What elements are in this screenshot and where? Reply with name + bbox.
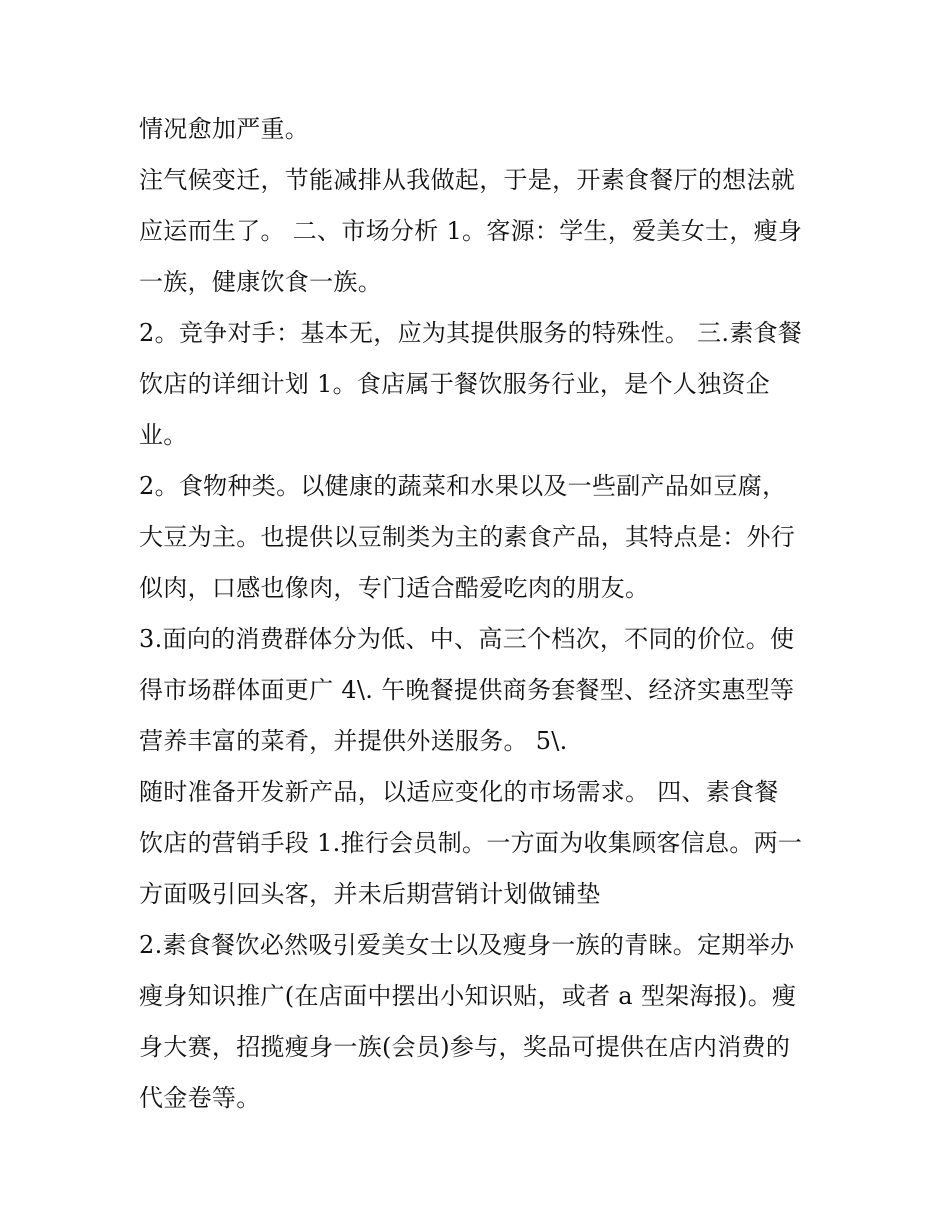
document-body bbox=[139, 104, 819, 1124]
text-line: 得市场群体面更广 4\. 午晚餐提供商务套餐型、经济实惠型等 bbox=[139, 676, 795, 704]
text-line: 业。 bbox=[139, 421, 188, 449]
text-line: 2。食物种类。以健康的蔬菜和水果以及一些副产品如豆腐， bbox=[139, 472, 787, 500]
text-line: 随时准备开发新产品，以适应变化的市场需求。 四、素食餐 bbox=[139, 778, 779, 806]
text-line: 大豆为主。也提供以豆制类为主的素食产品，其特点是：外行 bbox=[139, 523, 796, 551]
text-line: 3.面向的消费群体分为低、中、高三个档次，不同的价位。使 bbox=[139, 625, 795, 653]
text-line: 似肉，口感也像肉，专门适合酷爱吃肉的朋友。 bbox=[139, 574, 650, 602]
text-line: 应运而生了。 二、市场分析 1。客源：学生，爱美女士，瘦身 bbox=[139, 217, 803, 245]
text-line: 2。竞争对手：基本无，应为其提供服务的特殊性。 三.素食餐 bbox=[139, 319, 803, 347]
text-line: 身大赛，招揽瘦身一族(会员)参与，奖品可提供在店内消费的 bbox=[139, 1033, 791, 1061]
text-line: 方面吸引回头客，并未后期营销计划做铺垫 bbox=[139, 880, 601, 908]
text-line: 瘦身知识推广(在店面中摆出小知识贴，或者 a 型架海报)。瘦 bbox=[139, 982, 797, 1010]
text-line: 2.素食餐饮必然吸引爱美女士以及瘦身一族的青睐。定期举办 bbox=[139, 931, 795, 959]
text-line: 饮店的营销手段 1.推行会员制。一方面为收集顾客信息。两一 bbox=[139, 829, 803, 857]
text-line: 饮店的详细计划 1。食店属于餐饮服务行业，是个人独资企 bbox=[139, 370, 770, 398]
text-line: 营养丰富的菜肴，并提供外送服务。 5\. bbox=[139, 727, 568, 755]
text-line: 代金卷等。 bbox=[139, 1084, 261, 1112]
text-line: 注气候变迁，节能减排从我做起，于是，开素食餐厅的想法就 bbox=[139, 166, 796, 194]
text-line: 一族，健康饮食一族。 bbox=[139, 268, 382, 296]
text-line: 情况愈加严重。 bbox=[139, 115, 310, 143]
